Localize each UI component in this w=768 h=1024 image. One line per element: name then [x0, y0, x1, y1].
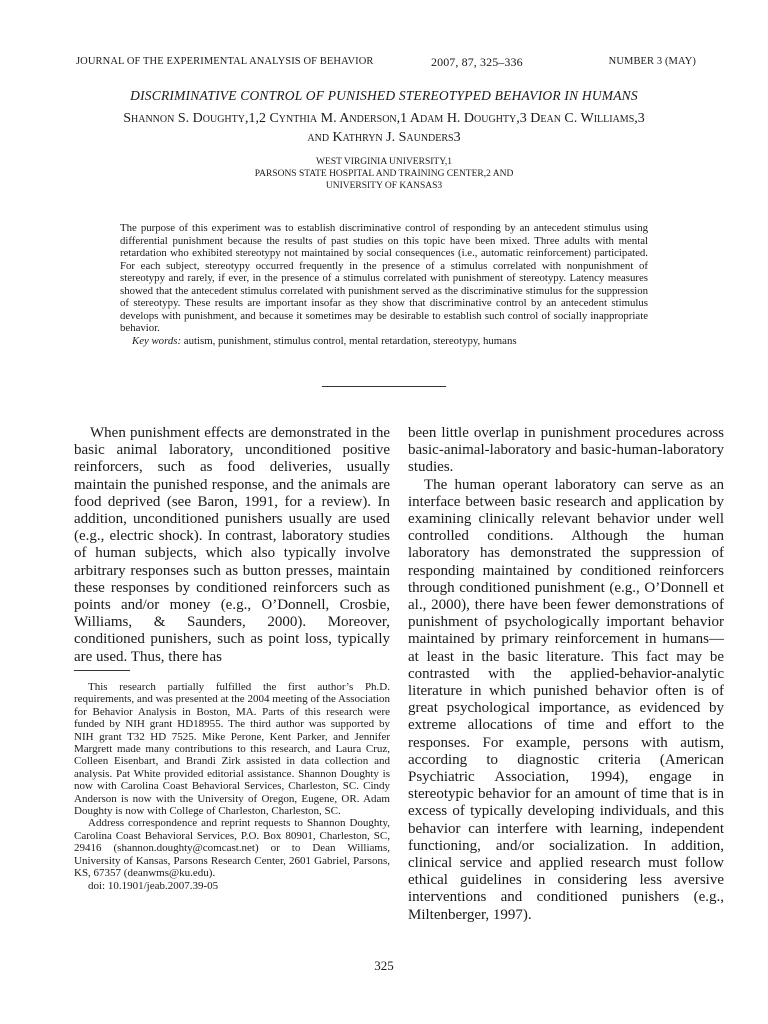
affiliation-2: PARSONS STATE HOSPITAL AND TRAINING CENTER,2 AND: [254, 169, 514, 179]
abstract-text: The purpose of this experiment was to establish discriminative control of responding by an antecedent stimulus using differential punishment because the results of past studies on this topic have been mixed. Three adults with mental retardation who exhibited stereotypy not maintained by social consequences (i.e., automatic reinforcement) participated. For each subject, stereotypy occurred frequently in the presence of a stimulus correlated with nonpunishment of stereotypy and rarely, if ever, in the presence of a stimulus correlated with punishment of stereotypy. Latency measures showed that the antecedent stimulus correlated with punishment served as the discriminative stimulus for the suppression of stereotypy. These results are important insofar as they show that discriminative control by an antecedent stimulus develops with punishment, and because it sometimes may be desirable to establish such control of socially inappropriate behavior.: [120, 222, 648, 334]
abstract: [120, 222, 648, 347]
footnote: [74, 681, 390, 892]
author-line-2: and Kathryn J. Saunders3: [307, 130, 461, 145]
affiliations: [70, 156, 698, 192]
footnote-acknowledgments: This research partially fulfilled the first author’s Ph.D. requirements, and was presented at the 2004 meeting of the Association for Behavior Analysis in Boston, MA. Parts of this research were funded by NIH grant HD18955. The third author was supported by NIH grant T32 HD 7525. Mike Perone, Kent Parker, and Jennifer Margrett made many contributions to this research, and Laura Cruz, Colleen Eisenbart, and Brandi Zirk assisted in data collection and analysis. Pat White provided editorial assistance. Shannon Doughty is now with Carolina Coast Behavioral Services, Charleston, SC. Cindy Anderson is now with the University of Oregon, Eugene, OR. Adam Doughty is now with College of Charleston, Charleston, SC.: [74, 681, 390, 818]
article-title: DISCRIMINATIVE CONTROL OF PUNISHED STEREOTYPED BEHAVIOR IN HUMANS: [130, 88, 638, 103]
body-column-right: [408, 425, 724, 924]
issue-number: NUMBER 3 (MAY): [608, 56, 696, 67]
body-column-left: [74, 425, 390, 666]
citation: 2007, 87, 325–336: [431, 55, 523, 69]
author-line-1: Shannon S. Doughty,1,2 Cynthia M. Anderson,1 Adam H. Doughty,3 Dean C. Williams,3: [123, 111, 645, 126]
page-number: 325: [374, 958, 394, 973]
footnote-correspondence: Address correspondence and reprint requests to Shannon Doughty, Carolina Coast Behavioral Services, P.O. Box 80901, Charleston, SC, 29416 (shannon.doughty@comcast.net) or to Dean Williams, University of Kansas, Parsons Research Center, 2601 Gabriel, Parsons, KS, 67357 (deanwms@ku.edu).: [74, 817, 390, 880]
body-paragraph: been little overlap in punishment procedures across basic-animal-laboratory and basic-human-laboratory studies.: [408, 425, 724, 476]
affiliation-3: UNIVERSITY OF KANSAS3: [325, 181, 443, 191]
keywords: [120, 335, 648, 348]
body-paragraph: When punishment effects are demonstrated in the basic animal laboratory, unconditioned positive reinforcers, such as food deliveries, usually maintain the punished response, and the animals are food deprived (see Baron, 1991, for a review). In addition, unconditioned punishers usually are used (e.g., electric shock). In contrast, laboratory studies of human subjects, which also typically involve arbitrary responses such as button presses, maintain these responses by conditioned reinforcers such as points and/or money (e.g., O’Donnell, Crosbie, Williams, & Saunders, 2000). Moreover, conditioned punishers, such as point loss, typically are used. Thus, there has: [74, 425, 390, 665]
keywords-list: autism, punishment, stimulus control, mental retardation, stereotypy, humans: [183, 334, 517, 347]
footnote-rule: [74, 670, 130, 671]
doi: doi: 10.1901/jeab.2007.39-05: [88, 879, 219, 892]
journal-name: JOURNAL OF THE EXPERIMENTAL ANALYSIS OF BEHAVIOR: [76, 56, 374, 67]
affiliation-1: WEST VIRGINIA UNIVERSITY,1: [316, 157, 452, 167]
section-divider: [322, 386, 446, 387]
body-paragraph: The human operant laboratory can serve as an interface between basic research and application by examining clinically relevant behavior under well controlled conditions. Although the human laboratory has demonstrated the suppression of responding maintained by conditioned reinforcers through conditioned punishment (e.g., O’Donnell et al., 2000), there have been fewer demonstrations of punishment of psychologically important behavior maintained by primary reinforcement in humans—at least in the basic literature. This fact may be contrasted with the applied-behavior-analytic literature in which punished behavior often is of great psychological importance, as evidenced by extreme allocations of time and effort to the responses. For example, persons with autism, according to diagnostic criteria (American Psychiatric Association, 1994), engage in stereotypic behavior for an amount of time that is in excess of typically developing individuals, and this behavior can interfere with learning, independent functioning, and/or socialization. In addition, clinical service and applied research must follow ethical guidelines in considering less aversive interventions and conditioned punishers (e.g., Miltenberger, 1997).: [408, 476, 724, 923]
keywords-label: Key words:: [132, 334, 182, 347]
author-list: [70, 109, 698, 147]
